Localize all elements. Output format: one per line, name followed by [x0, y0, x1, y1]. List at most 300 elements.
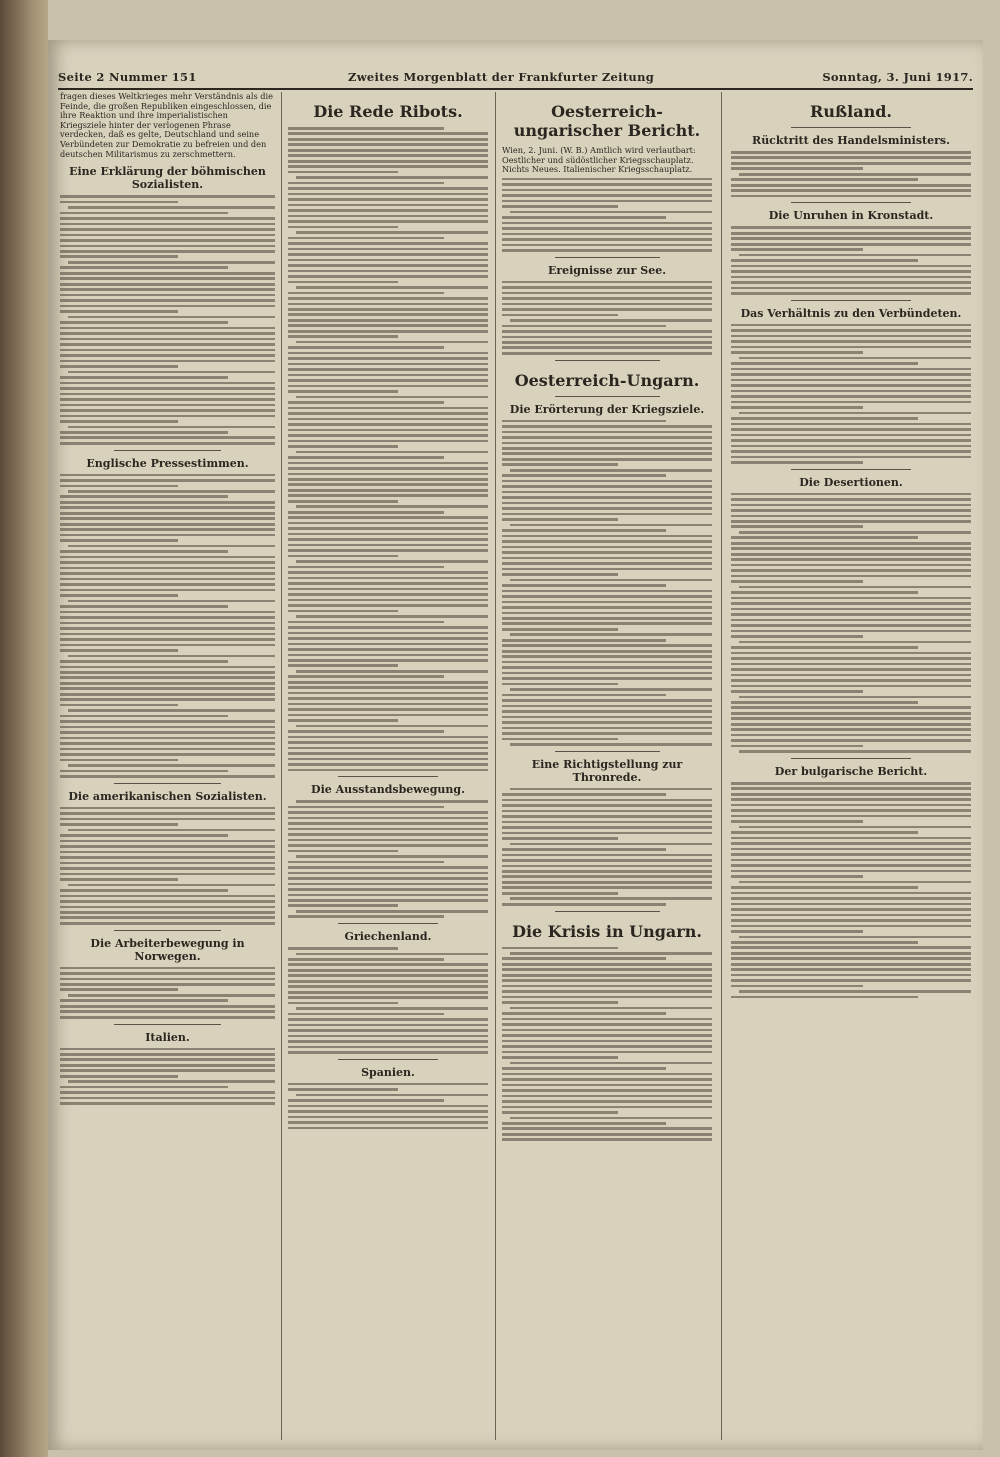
text-line	[731, 536, 918, 539]
text-line	[731, 712, 971, 715]
text-line	[288, 730, 444, 733]
text-line	[60, 671, 275, 674]
text-line	[502, 281, 712, 284]
text-line	[502, 738, 618, 741]
page-header	[58, 70, 973, 88]
text-line	[288, 390, 398, 393]
text-line	[288, 675, 444, 678]
text-line	[731, 248, 863, 251]
article-body-text	[731, 226, 971, 294]
text-line	[60, 266, 228, 269]
article-heading: Die Rede Ribots.	[313, 102, 463, 121]
text-line	[731, 815, 971, 818]
text-line	[731, 498, 971, 501]
text-line	[502, 661, 712, 664]
text-line	[502, 1023, 712, 1026]
text-line	[731, 831, 918, 834]
text-line	[288, 226, 398, 229]
article-body-text	[60, 195, 275, 444]
text-line	[502, 1040, 712, 1043]
text-line	[288, 330, 488, 333]
text-line	[502, 431, 712, 434]
text-line	[60, 666, 275, 669]
text-line	[502, 854, 712, 857]
text-line	[502, 947, 618, 950]
text-line	[288, 165, 488, 168]
text-line	[502, 194, 712, 197]
text-line	[296, 953, 488, 956]
text-line	[502, 957, 666, 960]
text-line	[60, 753, 275, 756]
text-line	[288, 758, 488, 761]
article-heading: Die Krisis in Ungarn.	[512, 921, 702, 941]
text-line	[60, 501, 275, 504]
text-line	[60, 255, 178, 258]
text-line	[502, 458, 712, 461]
section-divider	[114, 450, 222, 451]
text-line	[731, 930, 863, 933]
text-line	[288, 418, 488, 421]
text-line	[739, 412, 971, 415]
text-line	[731, 908, 971, 911]
text-line	[60, 420, 178, 423]
text-line	[296, 855, 488, 858]
text-line	[288, 160, 488, 163]
text-line	[288, 423, 488, 426]
text-line	[60, 387, 275, 390]
text-line	[60, 644, 275, 647]
text-line	[296, 1007, 488, 1010]
text-line	[502, 222, 712, 225]
text-line	[288, 643, 488, 646]
text-line	[60, 495, 228, 498]
section-divider	[114, 930, 222, 931]
text-line	[731, 520, 971, 523]
text-line	[731, 423, 971, 426]
text-line	[502, 837, 618, 840]
text-line	[288, 434, 488, 437]
text-line	[502, 1095, 712, 1098]
text-line	[739, 696, 971, 699]
text-line	[502, 622, 712, 625]
text-line	[731, 237, 971, 240]
text-line	[288, 571, 488, 574]
text-line	[60, 726, 275, 729]
text-line	[731, 434, 971, 437]
section-divider	[555, 360, 660, 361]
text-line	[731, 243, 971, 246]
text-line	[60, 698, 275, 701]
text-line	[288, 632, 488, 635]
text-line	[68, 764, 275, 767]
text-line	[288, 346, 444, 349]
text-line	[60, 1064, 275, 1067]
text-line	[60, 539, 178, 542]
column-4	[731, 92, 971, 1442]
text-line	[502, 1138, 712, 1141]
text-line	[288, 516, 488, 519]
text-line	[60, 611, 275, 614]
text-line	[502, 996, 712, 999]
text-line	[68, 206, 275, 209]
text-line	[288, 1035, 488, 1038]
text-line	[731, 287, 971, 290]
text-line	[288, 719, 398, 722]
text-line	[502, 963, 712, 966]
text-line	[502, 974, 712, 977]
text-line	[731, 329, 971, 332]
article-heading: Die Unruhen in Kronstadt.	[768, 209, 934, 223]
text-line	[68, 545, 275, 548]
text-line	[731, 340, 971, 343]
text-line	[502, 683, 618, 686]
text-line	[288, 533, 488, 536]
text-line	[60, 239, 275, 242]
text-line	[288, 385, 488, 388]
text-line	[731, 395, 971, 398]
text-line	[60, 660, 228, 663]
article-heading: Die amerikanischen Sozialisten.	[68, 789, 267, 803]
text-line	[502, 518, 618, 521]
section-divider	[338, 776, 438, 777]
text-line	[739, 881, 971, 884]
text-line	[60, 627, 275, 630]
text-line	[60, 742, 275, 745]
text-line	[288, 747, 488, 750]
text-line	[60, 354, 275, 357]
text-line	[60, 228, 275, 231]
text-line	[68, 600, 275, 603]
text-line	[510, 579, 712, 582]
text-line	[502, 1034, 712, 1037]
text-line	[60, 583, 275, 586]
article-heading: Die Arbeiterbewegung in Norwegen.	[90, 936, 245, 963]
text-line	[288, 401, 444, 404]
text-line	[288, 1029, 488, 1032]
text-line	[739, 357, 971, 360]
text-line	[60, 415, 275, 418]
text-line	[731, 270, 971, 273]
section-divider	[791, 300, 911, 301]
text-line	[510, 469, 712, 472]
text-line	[60, 983, 275, 986]
text-line	[288, 132, 488, 135]
text-line	[731, 547, 971, 550]
text-line	[60, 250, 275, 253]
text-line	[731, 739, 971, 742]
text-line	[502, 189, 712, 192]
text-line	[68, 709, 275, 712]
text-line	[288, 303, 488, 306]
text-line	[288, 187, 488, 190]
text-line	[739, 990, 971, 993]
text-line	[60, 978, 275, 981]
text-line	[60, 748, 275, 751]
text-line	[502, 606, 712, 609]
text-line	[502, 244, 712, 247]
text-line	[731, 351, 863, 354]
text-line	[60, 223, 275, 226]
text-line	[288, 527, 488, 530]
text-line	[288, 483, 488, 486]
text-line	[60, 1016, 275, 1019]
section-divider	[555, 257, 660, 258]
text-line	[502, 308, 712, 311]
text-line	[288, 593, 488, 596]
text-line	[731, 728, 971, 731]
text-line	[288, 522, 488, 525]
text-line	[731, 335, 971, 338]
text-line	[731, 745, 863, 748]
header-date: Sonntag, 3. Juni 1917.	[822, 70, 973, 84]
text-line	[288, 769, 488, 772]
text-line	[60, 310, 178, 313]
text-line	[731, 226, 971, 229]
header-rule	[58, 88, 973, 90]
text-line	[60, 338, 275, 341]
text-line	[502, 568, 712, 571]
text-line	[60, 404, 275, 407]
text-line	[288, 872, 488, 875]
text-line	[731, 450, 971, 453]
text-line	[502, 1084, 712, 1087]
article-body-text	[288, 800, 488, 918]
header-masthead: Zweites Morgenblatt der Frankfurter Zeitung	[348, 70, 655, 84]
text-line	[288, 915, 444, 918]
text-line	[731, 657, 971, 660]
text-line	[288, 582, 488, 585]
text-line	[731, 368, 971, 371]
text-line	[288, 866, 488, 869]
text-line	[731, 417, 918, 420]
article-heading: Ereignisse zur See.	[547, 263, 667, 277]
text-line	[60, 807, 275, 810]
section-divider	[791, 202, 911, 203]
text-line	[731, 569, 971, 572]
text-line	[502, 732, 712, 735]
text-line	[731, 580, 863, 583]
text-line	[288, 861, 444, 864]
text-line	[288, 352, 488, 355]
text-line	[731, 679, 971, 682]
text-line	[60, 633, 275, 636]
text-line	[288, 297, 488, 300]
text-line	[288, 626, 488, 629]
text-line	[60, 283, 275, 286]
text-line	[60, 851, 275, 854]
text-line	[502, 286, 712, 289]
text-line	[502, 826, 712, 829]
text-line	[60, 212, 228, 215]
text-line	[288, 143, 488, 146]
text-line	[60, 398, 275, 401]
text-line	[288, 883, 488, 886]
text-line	[60, 812, 275, 815]
text-line	[502, 178, 712, 181]
text-line	[60, 900, 275, 903]
text-line	[288, 462, 488, 465]
text-line	[288, 1099, 444, 1102]
text-line	[731, 985, 863, 988]
text-line	[60, 567, 275, 570]
text-line	[510, 952, 712, 955]
column-2	[288, 92, 488, 1442]
text-line	[296, 341, 488, 344]
text-line	[288, 270, 488, 273]
column-divider	[721, 92, 722, 1440]
text-line	[510, 524, 712, 527]
text-line	[502, 216, 666, 219]
text-line	[288, 664, 398, 667]
text-line	[510, 211, 712, 214]
text-line	[60, 299, 275, 302]
article-body-text	[731, 782, 971, 998]
text-line	[60, 840, 275, 843]
article-body-text	[60, 1048, 275, 1105]
text-line	[510, 633, 712, 636]
text-line	[60, 512, 275, 515]
text-line	[288, 248, 488, 251]
text-line	[288, 637, 488, 640]
text-line	[60, 704, 178, 707]
text-line	[510, 319, 712, 322]
text-line	[60, 682, 275, 685]
text-line	[296, 800, 488, 803]
text-line	[60, 1086, 228, 1089]
text-line	[502, 1089, 712, 1092]
text-line	[502, 513, 712, 516]
text-line	[731, 542, 971, 545]
text-line	[60, 1058, 275, 1061]
text-line	[60, 770, 228, 773]
text-line	[288, 281, 398, 284]
book-binding	[0, 0, 48, 1457]
text-line	[288, 654, 488, 657]
text-line	[60, 550, 228, 553]
text-line	[68, 829, 275, 832]
text-line	[731, 456, 971, 459]
text-line	[502, 352, 712, 355]
text-line	[502, 1111, 618, 1114]
text-line	[288, 149, 488, 152]
text-line	[731, 706, 971, 709]
text-line	[502, 979, 712, 982]
text-line	[60, 922, 275, 925]
text-line	[502, 1045, 712, 1048]
article-body-text	[502, 420, 712, 746]
text-line	[60, 234, 275, 237]
text-line	[288, 193, 488, 196]
text-line	[731, 717, 971, 720]
text-line	[288, 335, 398, 338]
text-line	[296, 615, 488, 618]
text-line	[60, 1075, 178, 1078]
text-line	[288, 489, 488, 492]
article-body-text	[502, 178, 712, 252]
text-line	[502, 716, 712, 719]
text-line	[731, 941, 918, 944]
section-divider	[114, 1024, 222, 1025]
text-line	[288, 237, 444, 240]
text-line	[731, 996, 918, 999]
text-line	[502, 968, 712, 971]
text-line	[502, 502, 712, 505]
text-line	[60, 873, 275, 876]
text-line	[60, 715, 228, 718]
text-line	[731, 265, 971, 268]
text-line	[296, 670, 488, 673]
article-heading: Das Verhältnis zu den Verbündeten.	[740, 306, 962, 320]
text-line	[502, 815, 712, 818]
text-line	[60, 834, 228, 837]
text-line	[288, 494, 488, 497]
text-line	[731, 952, 971, 955]
text-line	[731, 461, 863, 464]
text-line	[288, 1046, 488, 1049]
article-body-text	[502, 281, 712, 355]
text-line	[502, 881, 712, 884]
article-body-text	[288, 1083, 488, 1129]
text-line	[502, 612, 712, 615]
text-line	[288, 904, 398, 907]
text-line	[502, 480, 712, 483]
text-line	[502, 699, 712, 702]
article-body-text	[60, 967, 275, 1019]
section-divider	[791, 758, 911, 759]
text-line	[288, 220, 488, 223]
text-line	[288, 467, 488, 470]
text-line	[731, 886, 918, 889]
text-line	[288, 1002, 398, 1005]
text-line	[60, 693, 275, 696]
text-line	[502, 886, 712, 889]
text-line	[60, 737, 275, 740]
text-line	[502, 205, 618, 208]
text-line	[288, 374, 488, 377]
text-line	[502, 249, 712, 252]
text-line	[731, 558, 971, 561]
text-line	[60, 506, 275, 509]
article-lead: Wien, 2. Juni. (W. B.) Amtlich wird verlautbart: Oestlicher und südöstlicher Kriegsschauplatz. Nichts Neues. Italienischer Kriegsschauplatz.	[502, 145, 696, 175]
text-line	[502, 314, 618, 317]
text-line	[502, 183, 712, 186]
text-line	[502, 573, 618, 576]
text-line	[731, 787, 971, 790]
article-heading: Rücktritt des Handelsministers.	[752, 134, 950, 147]
text-line	[731, 782, 971, 785]
text-line	[502, 341, 712, 344]
text-line	[60, 474, 275, 477]
text-line	[731, 652, 971, 655]
text-line	[60, 376, 228, 379]
text-line	[60, 731, 275, 734]
text-line	[288, 171, 398, 174]
text-line	[60, 556, 275, 559]
section-divider	[555, 751, 660, 752]
text-line	[731, 848, 971, 851]
text-line	[68, 426, 275, 429]
text-line	[502, 644, 712, 647]
text-line	[288, 947, 398, 950]
text-line	[288, 828, 488, 831]
text-line	[288, 741, 488, 744]
text-line	[731, 509, 971, 512]
text-line	[60, 622, 275, 625]
text-line	[288, 996, 488, 999]
text-line	[502, 496, 712, 499]
article-body-text	[731, 151, 971, 197]
section-divider	[791, 469, 911, 470]
